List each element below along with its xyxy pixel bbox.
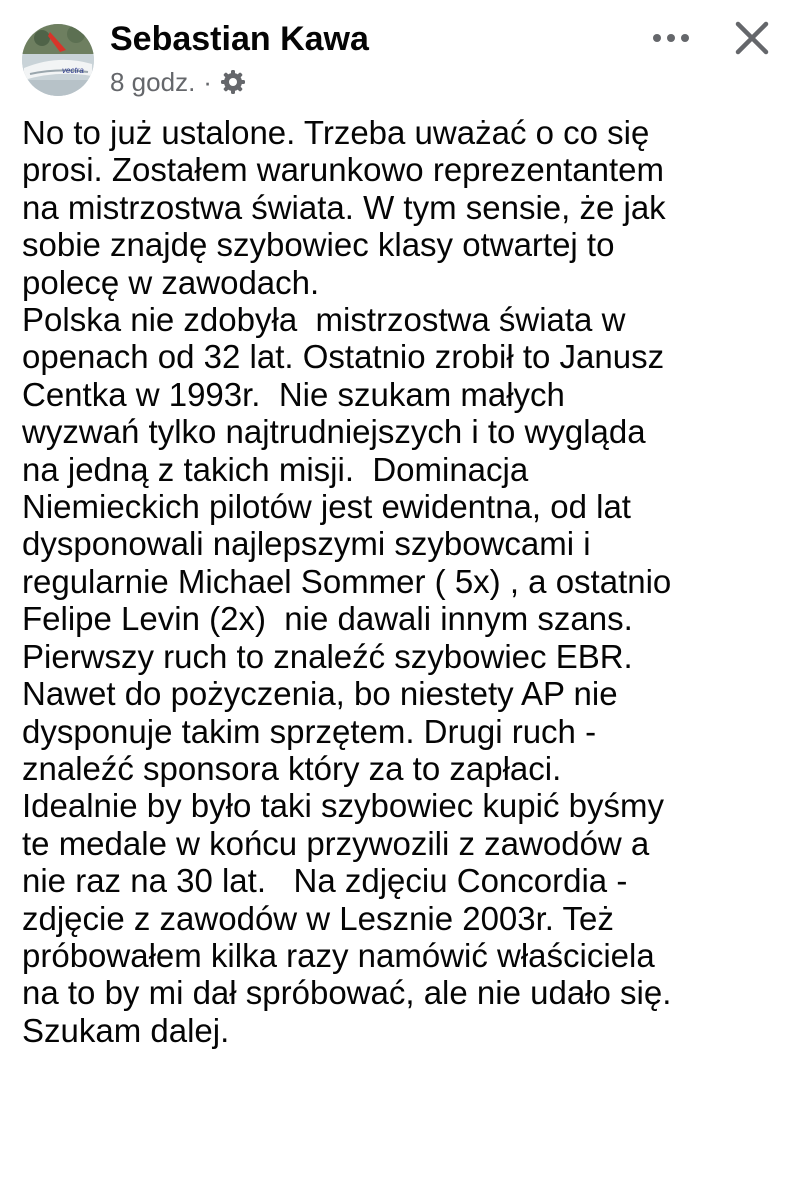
post-text-line: Felipe Levin (2x) nie dawali innym szans.: [22, 600, 633, 638]
post-text-line: dysponuje takim sprzętem. Drugi ruch -: [22, 712, 597, 750]
more-horizontal-icon: [651, 31, 691, 49]
more-options-button[interactable]: [645, 20, 697, 60]
post-text-line: Polska nie zdobyła mistrzostwa świata w: [22, 301, 626, 339]
post-text-line: Centka w 1993r. Nie szukam małych: [22, 375, 565, 413]
post-text-line: prosi. Zostałem warunkowo reprezentantem: [22, 151, 664, 189]
post-text-line: Szukam dalej.: [22, 1011, 230, 1049]
gear-icon[interactable]: [220, 69, 246, 95]
post-text-line: na to by mi dał spróbować, ale nie udało się.: [22, 974, 672, 1012]
post-text: [22, 114, 777, 1049]
post-text-line: Pierwszy ruch to znaleźć szybowiec EBR.: [22, 637, 633, 675]
post-text-line: znaleźć sponsora który za to zapłaci.: [22, 749, 562, 787]
close-button[interactable]: [726, 14, 778, 66]
post-text-line: te medale w końcu przywozili z zawodów a: [22, 824, 650, 862]
post-text-line: Niemieckich pilotów jest ewidentna, od lat: [22, 488, 631, 526]
avatar-logo-text: vectra: [62, 66, 84, 75]
close-icon: [735, 21, 769, 60]
author-name[interactable]: Sebastian Kawa: [110, 20, 369, 58]
post-text-line: sobie znajdę szybowiec klasy otwartej to: [22, 226, 615, 264]
post-text-line: openach od 32 lat. Ostatnio zrobił to Janusz: [22, 338, 665, 376]
post-text-line: zdjęcie z zawodów w Lesznie 2003r. Też: [22, 899, 614, 937]
post-timestamp[interactable]: 8 godz.: [110, 66, 196, 97]
meta-separator: ·: [203, 66, 212, 97]
post-text-line: polecę w zawodach.: [22, 263, 320, 301]
post-text-line: regularnie Michael Sommer ( 5x) , a ostatnio: [22, 562, 672, 600]
post-header: [0, 0, 787, 110]
post-meta: [110, 66, 246, 98]
post-text-line: Idealnie by było taki szybowiec kupić byśmy: [22, 787, 664, 825]
post-text-line: na jedną z takich misji. Dominacja: [22, 450, 529, 488]
post-text-line: wyzwań tylko najtrudniejszych i to wygląda: [22, 413, 646, 451]
post-text-line: dysponowali najlepszymi szybowcami i: [22, 525, 591, 563]
avatar[interactable]: [22, 24, 94, 96]
post-text-line: próbowałem kilka razy namówić właściciela: [22, 936, 655, 974]
post-text-line: Nawet do pożyczenia, bo niestety AP nie: [22, 675, 618, 713]
post-text-line: na mistrzostwa świata. W tym sensie, że jak: [22, 188, 666, 226]
post-text-line: nie raz na 30 lat. Na zdjęciu Concordia -: [22, 862, 628, 900]
post-text-line: No to już ustalone. Trzeba uważać o co się: [22, 114, 650, 151]
